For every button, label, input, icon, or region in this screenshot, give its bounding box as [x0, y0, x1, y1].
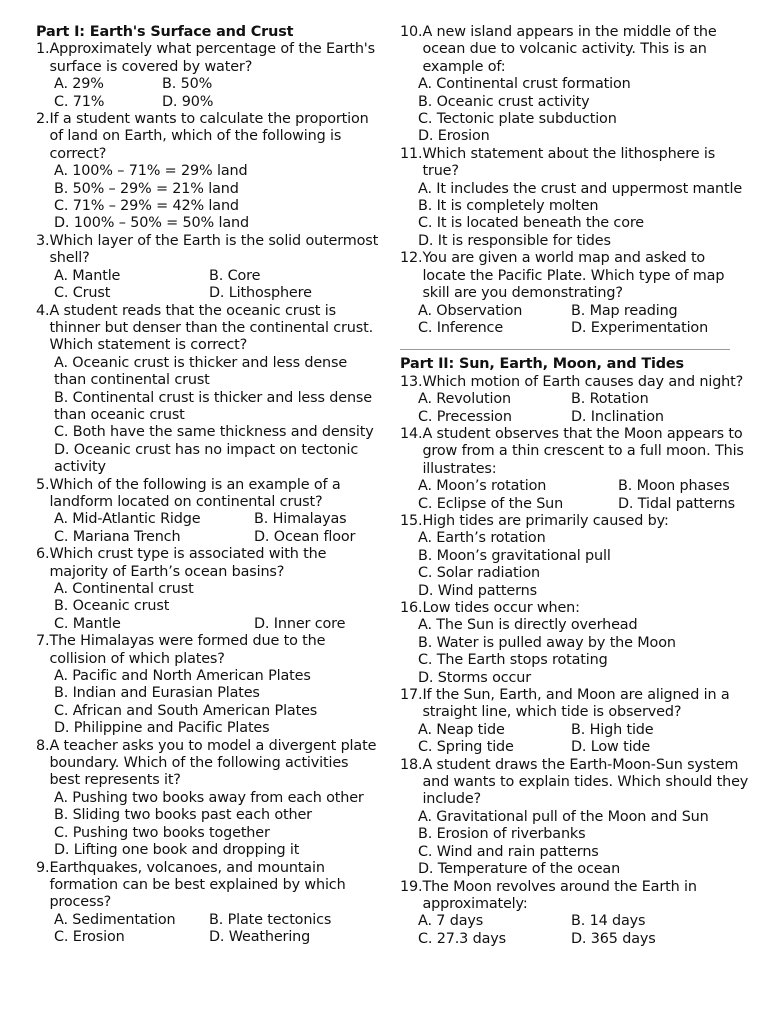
question-4	[36, 303, 382, 477]
question-17	[400, 687, 750, 757]
question-number: 3.	[36, 232, 50, 249]
question-stem: The Himalayas were formed due to the collision of which plates?	[49, 633, 326, 667]
question-5	[36, 477, 382, 547]
question-stem: Which motion of Earth causes day and night?	[422, 373, 744, 390]
question-stem: A student draws the Earth-Moon-Sun system and wants to explain tides. Which should they include?	[422, 756, 749, 808]
question-number: 2.	[36, 111, 50, 128]
question-stem: High tides are primarily caused by:	[422, 512, 669, 529]
question-19	[400, 879, 750, 949]
option-b: B. Continental crust is thicker and less dense than oceanic crust	[54, 389, 372, 423]
option-c: C. Mantle	[54, 615, 121, 632]
option-c: C. Eclipse of the Sun	[418, 495, 564, 512]
option-a: A. Mantle	[54, 267, 121, 284]
question-number: 1.	[36, 41, 50, 58]
option-d: D. 365 days	[571, 930, 656, 947]
option-c: C. Inference	[418, 319, 504, 336]
question-number: 6.	[36, 546, 50, 563]
option-b: B. High tide	[571, 721, 654, 738]
option-a: A. Oceanic crust is thicker and less dense than continental crust	[54, 354, 348, 389]
option-d: D. Philippine and Pacific Plates	[54, 720, 270, 737]
option-a: A. Observation	[418, 302, 523, 319]
option-a: A. Moon’s rotation	[418, 478, 547, 495]
option-c: C. Mariana Trench	[54, 528, 181, 545]
question-number: 10.	[400, 24, 423, 40]
option-c: C. Wind and rain patterns	[418, 843, 599, 860]
question-10	[400, 24, 750, 146]
option-c: C. 71%	[54, 93, 105, 110]
question-16	[400, 600, 750, 687]
option-d: D. Tidal patterns	[618, 495, 735, 512]
question-11	[400, 146, 750, 250]
option-b: B. It is completely molten	[418, 198, 599, 215]
option-d: D. Low tide	[571, 739, 651, 756]
question-number: 7.	[36, 633, 50, 650]
option-a: A. Revolution	[418, 391, 512, 408]
option-c: C. 71% – 29% = 42% land	[54, 198, 239, 215]
question-number: 17.	[400, 687, 423, 704]
option-d: D. 100% – 50% = 50% land	[54, 215, 249, 232]
option-b: B. Moon phases	[618, 478, 730, 495]
question-14	[400, 426, 750, 513]
question-stem: You are given a world map and asked to locate the Pacific Plate. Which type of map skill are you demonstrating?	[422, 250, 725, 302]
question-stem: Low tides occur when:	[422, 600, 580, 616]
option-c: C. Solar radiation	[418, 565, 540, 582]
option-d: D. Inner core	[254, 615, 346, 632]
option-c: C. Crust	[54, 285, 111, 302]
question-number: 16.	[400, 600, 423, 616]
option-b: B. Water is pulled away by the Moon	[418, 634, 676, 651]
option-b: B. Oceanic crust	[54, 598, 170, 615]
question-stem: A student observes that the Moon appears to grow from a thin crescent to a full moon. This illustrates:	[422, 425, 744, 477]
question-stem: A new island appears in the middle of the ocean due to volcanic activity. This is an example of:	[422, 24, 717, 75]
option-b: B. Map reading	[571, 302, 678, 319]
option-b: B. Sliding two books past each other	[54, 807, 312, 824]
right-column	[400, 24, 750, 948]
option-d: D. Oceanic crust has no impact on tectonic activity	[54, 441, 359, 476]
option-c: C. Pushing two books together	[54, 824, 270, 841]
option-b: B. Oceanic crust activity	[418, 93, 590, 110]
option-d: D. Lithosphere	[209, 285, 312, 302]
option-a: A. Pushing two books away from each other	[54, 789, 364, 806]
question-number: 13.	[400, 373, 423, 390]
option-c: C. Precession	[418, 408, 512, 425]
option-b: B. Core	[209, 267, 261, 284]
option-b: B. 50% – 29% = 21% land	[54, 180, 239, 197]
question-3	[36, 233, 382, 303]
left-column	[36, 24, 382, 947]
question-number: 4.	[36, 302, 50, 319]
option-b: B. Himalayas	[254, 511, 347, 528]
question-stem: Which layer of the Earth is the solid outermost shell?	[49, 232, 379, 267]
option-a: A. Mid-Atlantic Ridge	[54, 511, 201, 528]
part-2-title: Part II: Sun, Earth, Moon, and Tides	[400, 356, 684, 373]
option-c: C. African and South American Plates	[54, 702, 318, 719]
option-b: B. Rotation	[571, 391, 649, 408]
option-c: C. Spring tide	[418, 739, 514, 756]
question-9	[36, 860, 382, 947]
question-13	[400, 374, 750, 426]
option-c: C. 27.3 days	[418, 930, 506, 947]
question-number: 8.	[36, 737, 50, 754]
option-a: A. Sedimentation	[54, 911, 176, 928]
option-c: C. The Earth stops rotating	[418, 652, 608, 669]
question-6	[36, 546, 382, 633]
option-b: B. Moon’s gravitational pull	[418, 547, 611, 564]
option-c: C. Erosion	[54, 929, 125, 946]
question-stem: If the Sun, Earth, and Moon are aligned in a straight line, which tide is observed?	[422, 687, 730, 721]
option-d: D. Lifting one book and dropping it	[54, 842, 300, 859]
question-15	[400, 513, 750, 600]
question-12	[400, 250, 750, 337]
option-d: D. Storms occur	[418, 669, 531, 686]
option-c: C. Both have the same thickness and density	[54, 424, 374, 441]
option-d: D. Weathering	[209, 929, 311, 946]
question-stem: Which of the following is an example of a landform located on continental crust?	[49, 476, 341, 510]
part-1-title: Part I: Earth's Surface and Crust	[36, 24, 294, 40]
option-a: A. Neap tide	[418, 721, 505, 738]
option-a: A. Pacific and North American Plates	[54, 668, 311, 685]
option-c: C. It is located beneath the core	[418, 215, 644, 232]
option-d: D. Experimentation	[571, 319, 709, 336]
option-d: D. 90%	[162, 93, 214, 110]
question-8	[36, 738, 382, 860]
option-a: A. It includes the crust and uppermost mantle	[418, 180, 743, 197]
option-d: D. Inclination	[571, 408, 664, 425]
option-a: A. Continental crust formation	[418, 76, 631, 93]
option-a: A. The Sun is directly overhead	[418, 617, 638, 634]
question-number: 5.	[36, 476, 50, 493]
option-a: A. Gravitational pull of the Moon and Sun	[418, 808, 709, 825]
option-d: D. Erosion	[418, 128, 490, 145]
option-a: A. 7 days	[418, 913, 484, 930]
question-stem: A student reads that the oceanic crust is thinner but denser than the continental crust. Which statement is correct?	[49, 302, 374, 354]
question-number: 11.	[400, 145, 423, 162]
option-a: A. 29%	[54, 76, 104, 93]
option-a: A. Earth’s rotation	[418, 530, 546, 547]
question-number: 12.	[400, 250, 423, 267]
option-b: B. Erosion of riverbanks	[418, 826, 586, 843]
question-number: 14.	[400, 425, 423, 442]
question-stem: Earthquakes, volcanoes, and mountain formation can be best explained by which process?	[49, 859, 346, 911]
question-stem: Which statement about the lithosphere is true?	[422, 145, 716, 180]
question-stem: A teacher asks you to model a divergent plate boundary. Which of the following activities best represents it?	[49, 737, 377, 789]
question-7	[36, 633, 382, 737]
question-number: 15.	[400, 512, 423, 529]
option-b: B. Plate tectonics	[209, 911, 332, 928]
option-b: B. 50%	[162, 76, 213, 93]
option-c: C. Tectonic plate subduction	[418, 111, 617, 128]
option-b: B. Indian and Eurasian Plates	[54, 685, 260, 702]
option-b: B. 14 days	[571, 913, 646, 930]
option-d: D. Wind patterns	[418, 582, 537, 599]
question-stem: Approximately what percentage of the Earth's surface is covered by water?	[49, 41, 375, 75]
question-number: 9.	[36, 859, 50, 876]
section-divider	[400, 349, 730, 350]
question-number: 19.	[400, 878, 423, 895]
question-18	[400, 757, 750, 879]
question-number: 18.	[400, 756, 423, 773]
question-2	[36, 111, 382, 233]
option-d: D. It is responsible for tides	[418, 232, 611, 249]
option-a: A. 100% – 71% = 29% land	[54, 163, 248, 180]
question-stem: The Moon revolves around the Earth in approximately:	[422, 878, 697, 912]
option-d: D. Ocean floor	[254, 528, 356, 545]
option-a: A. Continental crust	[54, 581, 194, 597]
question-stem: Which crust type is associated with the majority of Earth’s ocean basins?	[49, 546, 327, 580]
question-stem: If a student wants to calculate the proportion of land on Earth, which of the following is correct?	[49, 111, 369, 162]
option-d: D. Temperature of the ocean	[418, 861, 621, 878]
question-1	[36, 41, 382, 111]
